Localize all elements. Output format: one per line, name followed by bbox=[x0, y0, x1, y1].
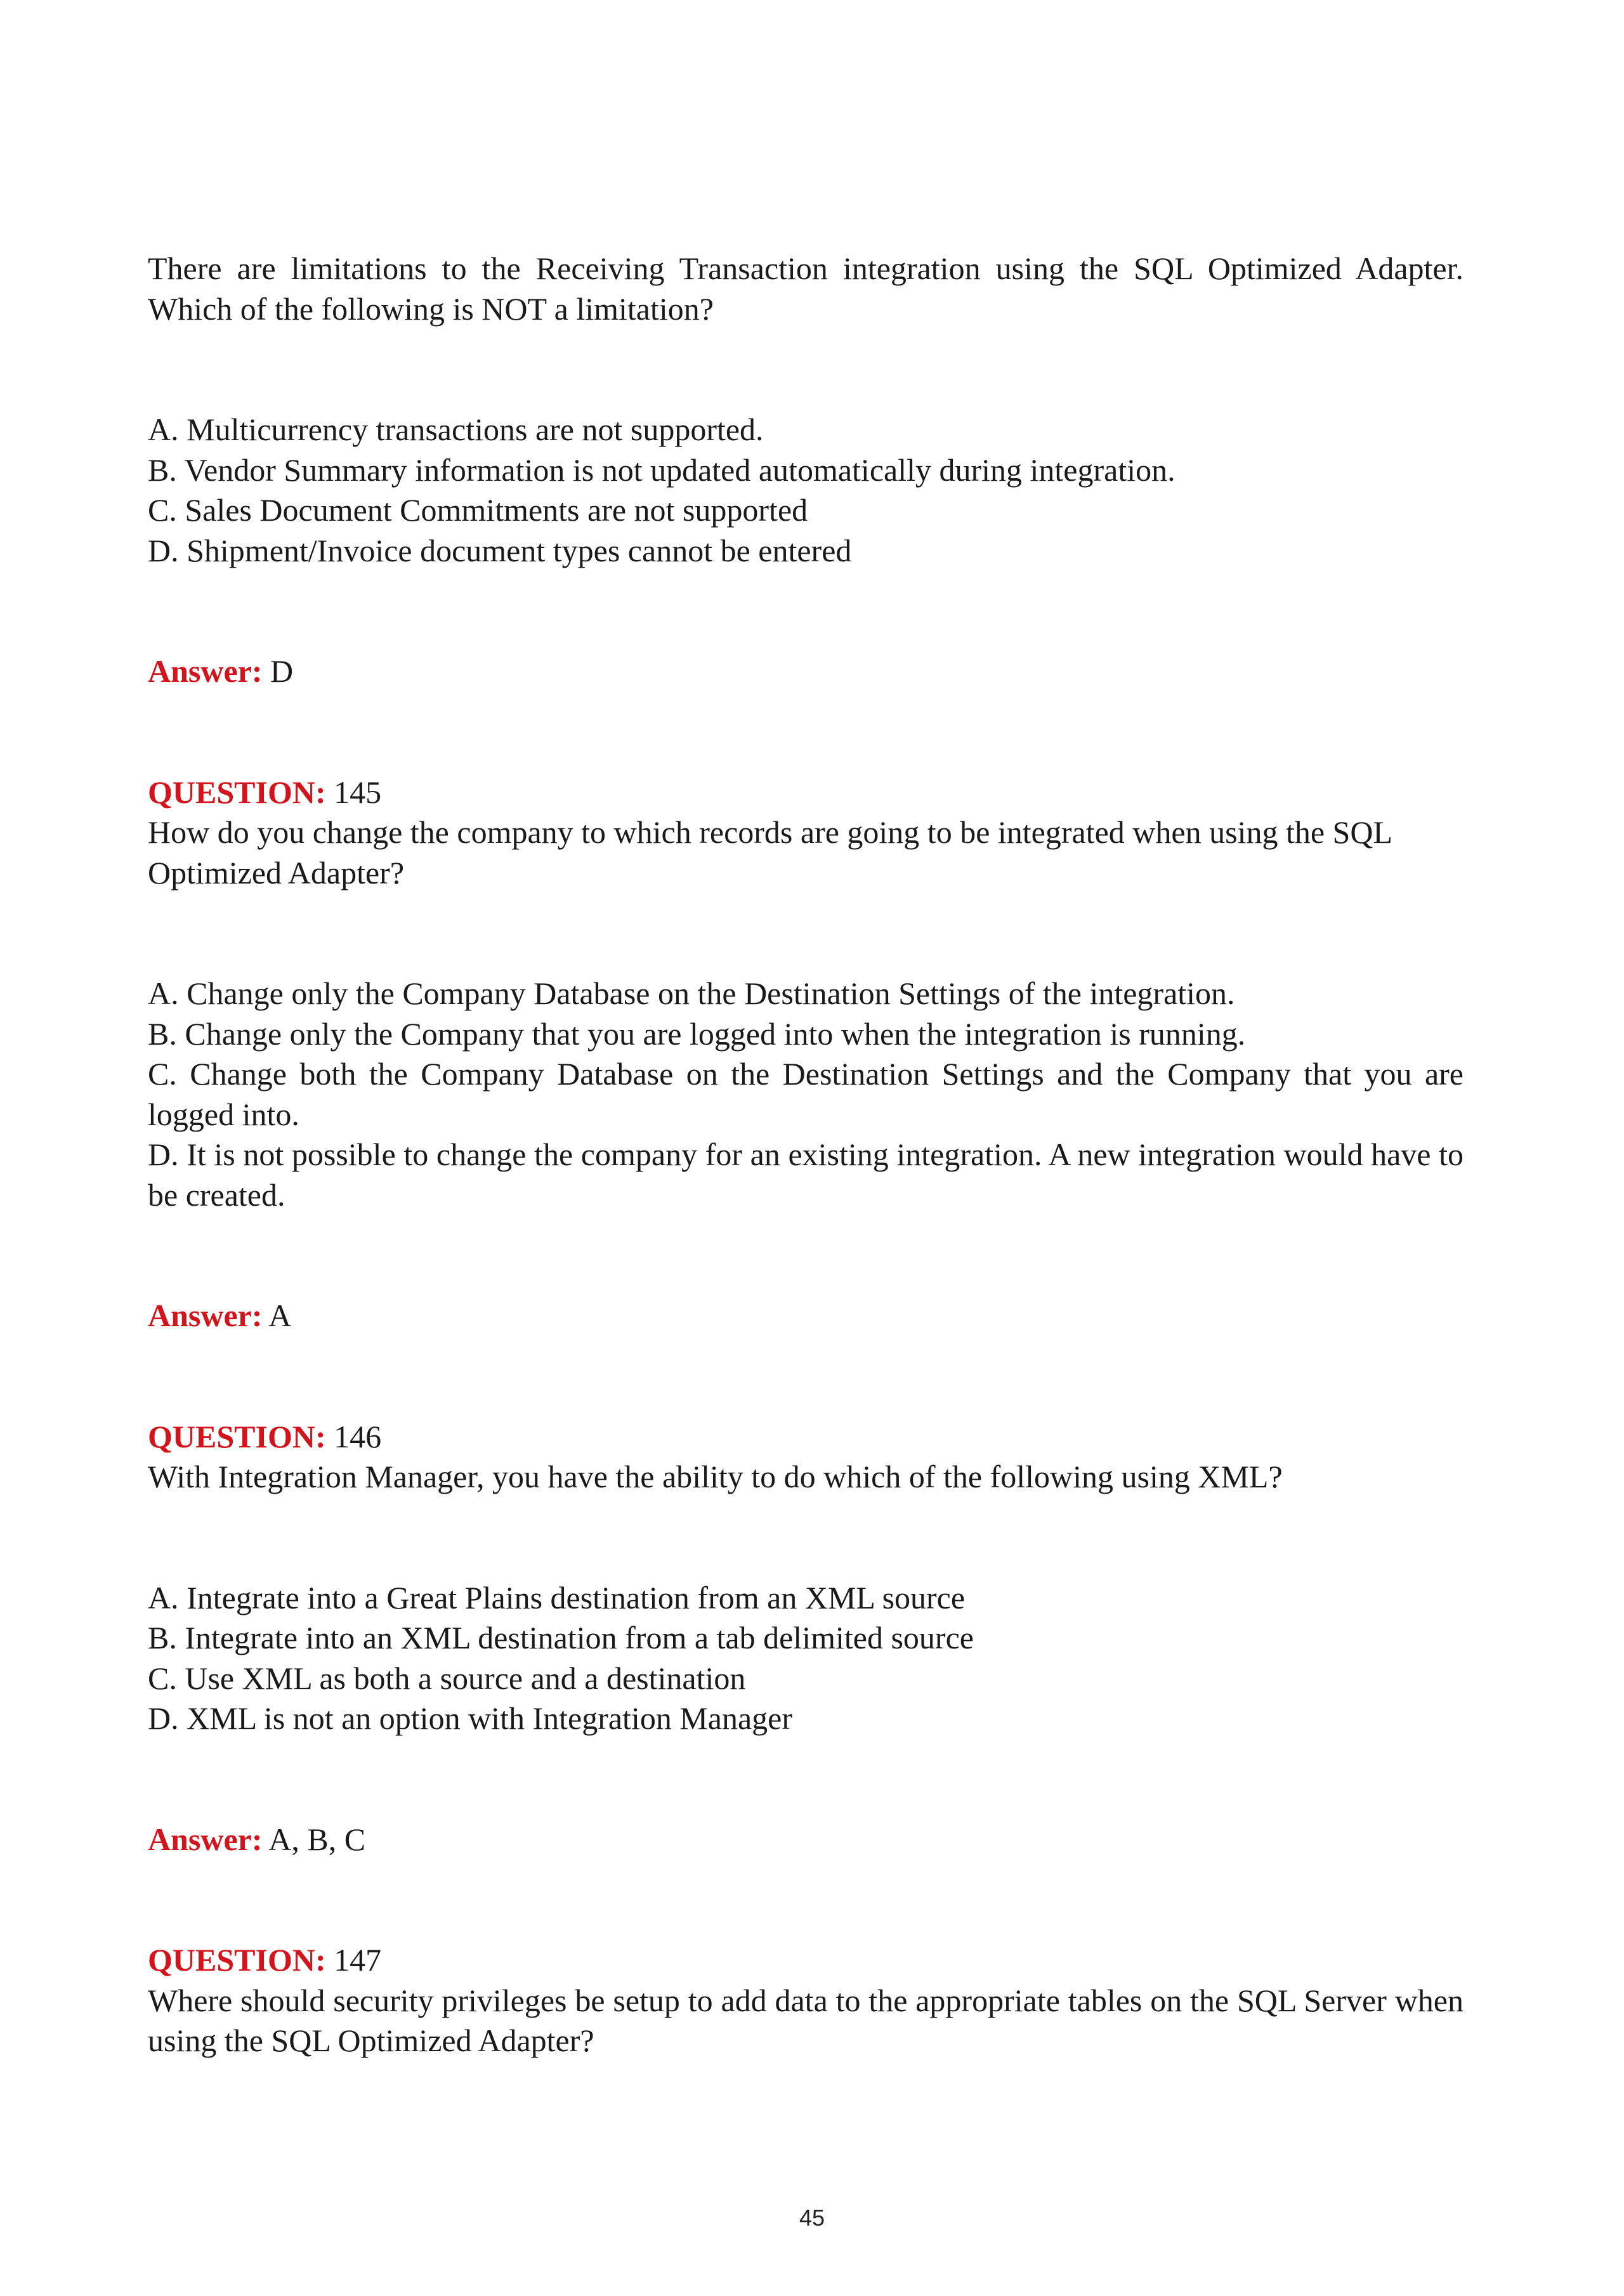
answer-line bbox=[148, 1296, 1464, 1336]
option-item: D. Shipment/Invoice document types cannot be entered bbox=[148, 532, 852, 568]
question-text: Where should security privileges be setup to add data to the appropriate tables on the SQL Server when using the SQL Optimized Adapter? bbox=[148, 1982, 1464, 2058]
question-header bbox=[148, 1940, 1464, 1981]
page-content bbox=[148, 249, 1464, 2061]
question-label: QUESTION: bbox=[148, 774, 326, 810]
answer-label: Answer: bbox=[148, 1298, 263, 1333]
answer-line bbox=[148, 1820, 1464, 1860]
answer-line bbox=[148, 651, 1464, 692]
options-list bbox=[148, 1578, 1464, 1739]
answer-label: Answer: bbox=[148, 653, 263, 689]
answer-value: A, B, C bbox=[268, 1821, 366, 1857]
question-text: With Integration Manager, you have the ability to do which of the following using XML? bbox=[148, 1459, 1283, 1494]
option-item: A. Multicurrency transactions are not supported. bbox=[148, 412, 764, 447]
answer-value: A bbox=[268, 1298, 292, 1333]
option-item: C. Use XML as both a source and a destination bbox=[148, 1660, 746, 1696]
question-label: QUESTION: bbox=[148, 1942, 326, 1978]
question-number: 145 bbox=[334, 774, 382, 810]
question-text: There are limitations to the Receiving Transaction integration using the SQL Optimized Adapter. Which of the following is NOT a limitation? bbox=[148, 251, 1464, 327]
option-item: C. Change both the Company Database on the Destination Settings and the Company that you are logged into. bbox=[148, 1056, 1464, 1132]
question-number: 146 bbox=[334, 1418, 382, 1454]
question-label: QUESTION: bbox=[148, 1418, 326, 1454]
page-number: 45 bbox=[799, 2205, 825, 2231]
answer-label: Answer: bbox=[148, 1821, 263, 1857]
option-item: C. Sales Document Commitments are not supported bbox=[148, 492, 808, 528]
option-item: B. Integrate into an XML destination from a tab delimited source bbox=[148, 1620, 974, 1655]
options-list bbox=[148, 410, 1464, 571]
option-item: D. It is not possible to change the company for an existing integration. A new integration would have to be created. bbox=[148, 1137, 1464, 1213]
question-header bbox=[148, 1417, 1464, 1458]
answer-value: D bbox=[270, 653, 294, 689]
question-number: 147 bbox=[334, 1942, 382, 1978]
question-text: How do you change the company to which records are going to be integrated when using the SQL Optimized Adapter? bbox=[148, 814, 1392, 890]
option-item: D. XML is not an option with Integration Manager bbox=[148, 1700, 793, 1736]
question-header bbox=[148, 773, 1464, 813]
options-list bbox=[148, 974, 1464, 1215]
option-item: B. Change only the Company that you are logged into when the integration is running. bbox=[148, 1015, 1246, 1052]
option-item: A. Integrate into a Great Plains destination from an XML source bbox=[148, 1579, 966, 1615]
option-item: A. Change only the Company Database on the Destination Settings of the integration. bbox=[148, 975, 1235, 1011]
option-item: B. Vendor Summary information is not updated automatically during integration. bbox=[148, 452, 1175, 488]
